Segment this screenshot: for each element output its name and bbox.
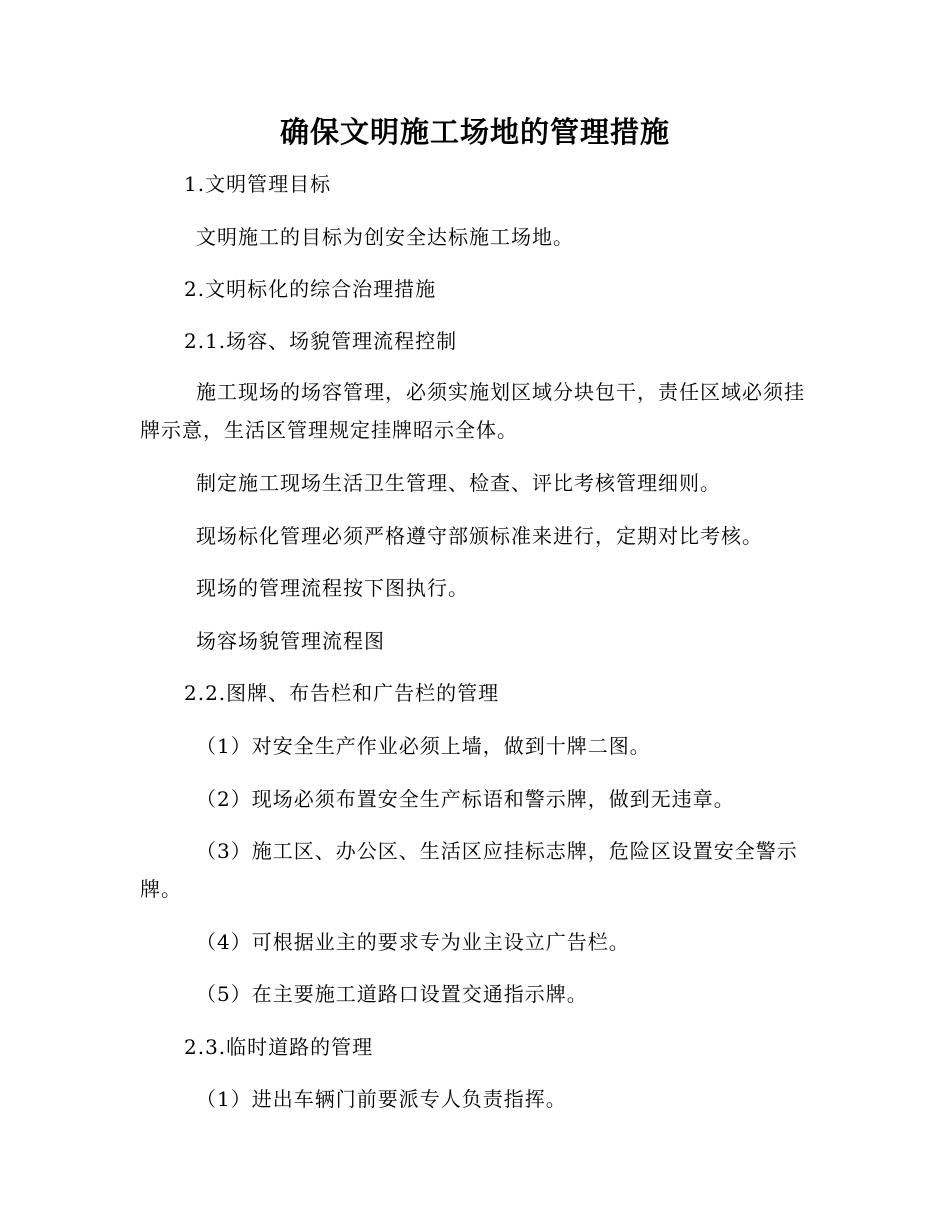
heading-1: 1.文明管理目标: [184, 172, 332, 196]
document-title: 确保文明施工场地的管理措施: [279, 115, 670, 149]
heading-2-1: 2.1.场容、场貌管理流程控制: [184, 329, 458, 353]
heading-2-2: 2.2.图牌、布告栏和广告栏的管理: [184, 681, 500, 705]
list-item: （4）可根据业主的要求专为业主设立广告栏。: [196, 930, 630, 954]
paragraph-3: 制定施工现场生活卫生管理、检查、评比考核管理细则。: [196, 471, 721, 495]
list-item: （2）现场必须布置安全生产标语和警示牌，做到无违章。: [196, 787, 735, 811]
heading-2-3: 2.3.临时道路的管理: [184, 1035, 374, 1059]
paragraph-4: 现场标化管理必须严格遵守部颁标准来进行，定期对比考核。: [196, 524, 763, 548]
paragraph-5: 现场的管理流程按下图执行。: [196, 576, 469, 600]
paragraph-6: 场容场貌管理流程图: [196, 629, 385, 653]
list-item: （1）对安全生产作业必须上墙，做到十牌二图。: [196, 734, 651, 758]
heading-2: 2.文明标化的综合治理措施: [184, 277, 437, 301]
list-item: （5）在主要施工道路口设置交通指示牌。: [196, 982, 588, 1006]
list-item: （1）进出车辆门前要派专人负责指挥。: [196, 1087, 567, 1111]
paragraph-2: 施工现场的场容管理，必须实施划区域分块包干，责任区域必须挂牌示意，生活区管理规定挂牌昭示全体。: [140, 380, 805, 442]
list-item: （3）施工区、办公区、生活区应挂标志牌，危险区设置安全警示牌。: [140, 839, 798, 901]
paragraph-1: 文明施工的目标为创安全达标施工场地。: [196, 225, 574, 249]
